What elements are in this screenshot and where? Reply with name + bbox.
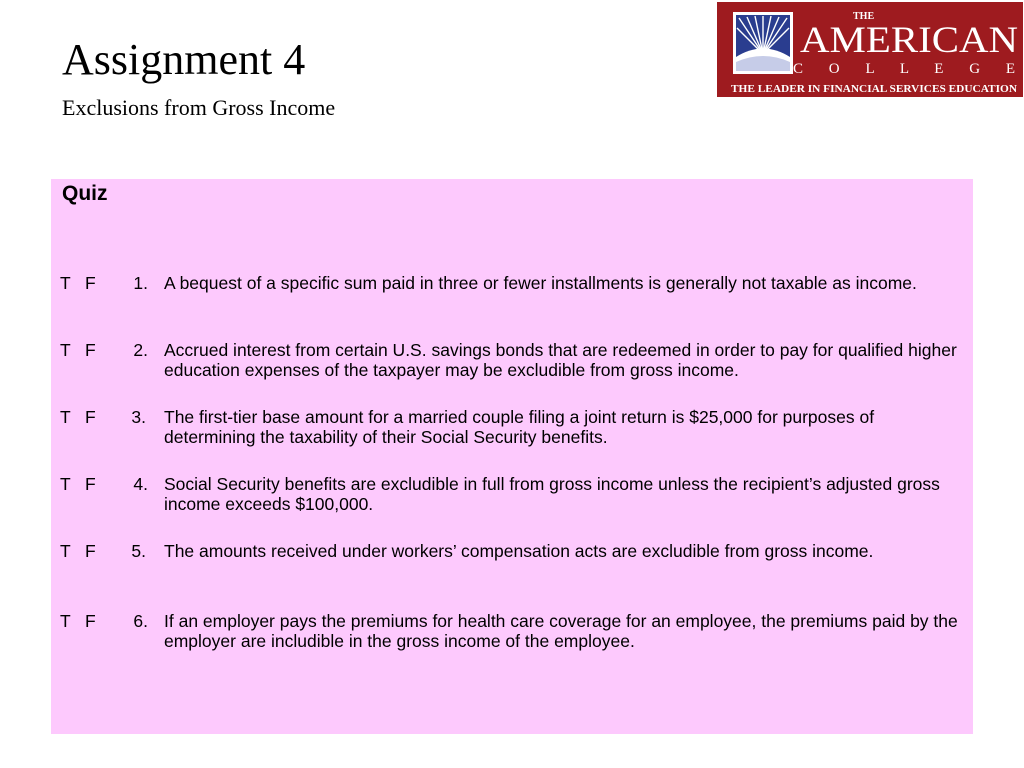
false-label: F: [85, 273, 96, 293]
question-number: 6.: [133, 611, 148, 631]
slide-subtitle: Exclusions from Gross Income: [62, 95, 336, 120]
false-label: F: [85, 611, 96, 631]
question-number: 2.: [133, 340, 148, 360]
question-number: 1.: [133, 273, 148, 293]
false-label: F: [85, 340, 96, 360]
false-label: F: [85, 407, 96, 427]
logo-american-text: AMERICAN: [800, 20, 1018, 61]
question-number: 3.: [131, 407, 146, 427]
quiz-panel: [51, 179, 973, 734]
question-text: The first-tier base amount for a married couple filing a joint return is $25,000 for purposes of determining the taxability of their Social Security benefits.: [164, 407, 875, 447]
question-text: A bequest of a specific sum paid in three or fewer installments is generally not taxable as income.: [164, 273, 917, 293]
true-label: T: [60, 541, 71, 561]
true-label: T: [60, 407, 71, 427]
question-number: 5.: [131, 541, 146, 561]
quiz-heading: Quiz: [62, 182, 108, 205]
question-number: 4.: [133, 474, 148, 494]
true-label: T: [60, 273, 71, 293]
logo-tagline-text: THE LEADER IN FINANCIAL SERVICES EDUCATION: [731, 84, 1018, 95]
logo-college-text: C O L L E G E: [793, 61, 1015, 77]
true-label: T: [60, 340, 71, 360]
question-text: Accrued interest from certain U.S. savings bonds that are redeemed in order to pay for qualified higher education expenses of the taxpayer may be excludible from gross income.: [164, 340, 957, 380]
shield-icon: [733, 12, 793, 74]
question-text: The amounts received under workers’ compensation acts are excludible from gross income.: [164, 541, 874, 561]
false-label: F: [85, 474, 96, 494]
question-text: Social Security benefits are excludible in full from gross income unless the recipient’s adjusted gross income exceeds $100,000.: [164, 474, 940, 514]
american-college-logo: [717, 2, 1023, 97]
logo-the-text: THE: [853, 11, 875, 22]
true-label: T: [60, 611, 71, 631]
true-label: T: [60, 474, 71, 494]
slide-title: Assignment 4: [62, 35, 306, 84]
question-text: If an employer pays the premiums for health care coverage for an employee, the premiums paid by the employer are includible in the gross income of the employee.: [164, 611, 958, 651]
false-label: F: [85, 541, 96, 561]
